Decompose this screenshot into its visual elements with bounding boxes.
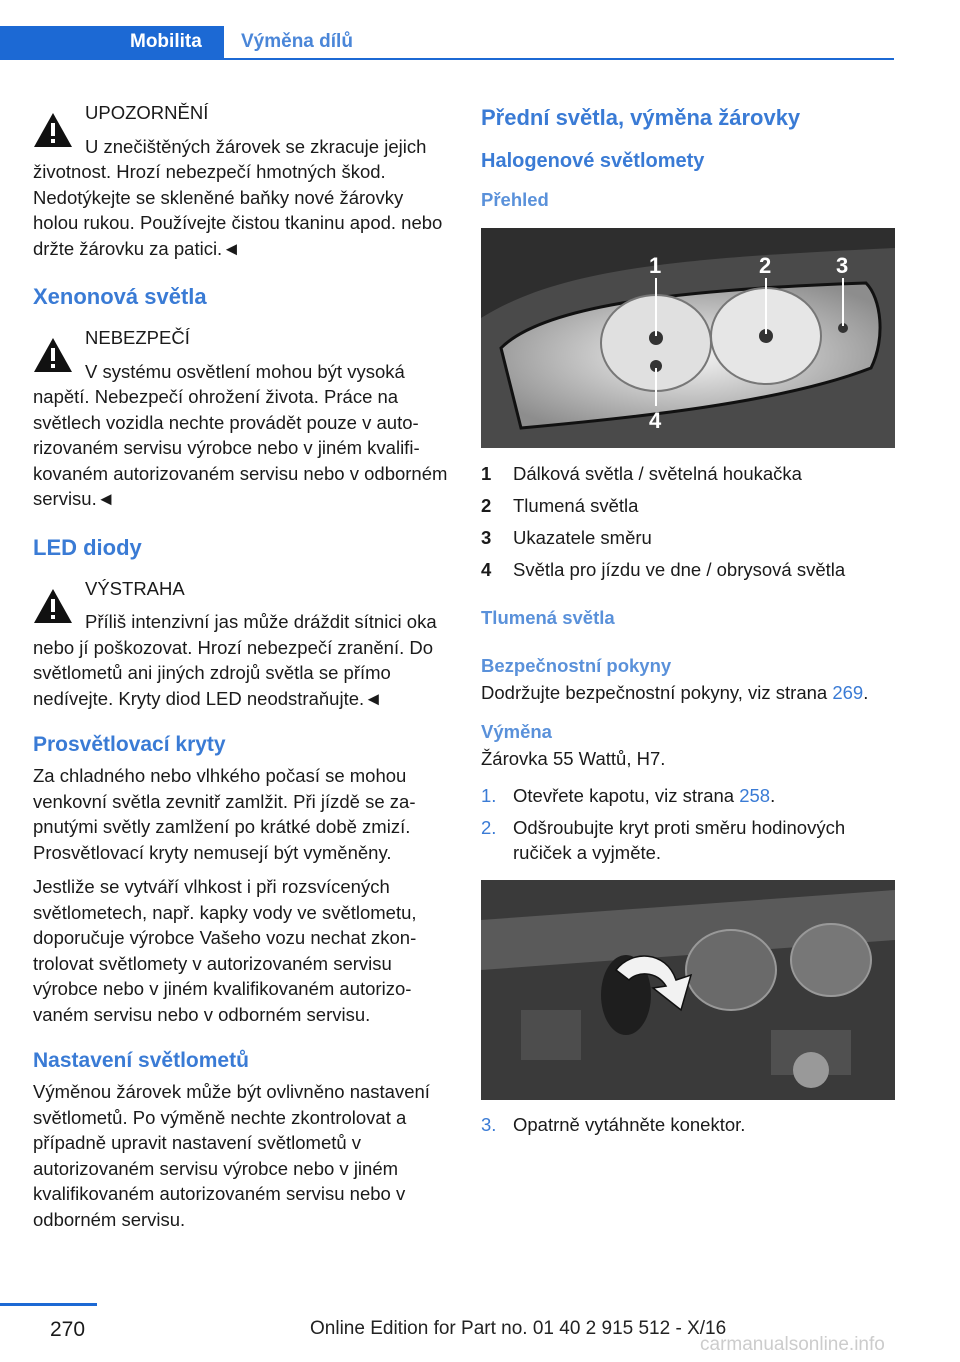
subheading-halogen: Halogenové světlomety (481, 150, 705, 172)
callout-label-4: 4 (649, 408, 662, 433)
danger-text: V systému osvětlení mohou být vysoká napětí. Nebezpečí ohrožení života. Práce na světlech vozidla nechte provádět pouze v autorizovaném servisu výrobce nebo v jiném kvalifikovaném autorizovaném servisu nebo v odborném servisu.◄ (33, 360, 448, 509)
legend-item: 2 Tlumená světla (481, 495, 639, 516)
section-heading-xenon: Xenonová světla (33, 284, 207, 309)
warning-text: U znečištěných žárovek se zkracuje jejich životnost. Hrozí nebezpečí hmotných škod. Nedotýkejte se skleněné baňky nové žárovky holou rukou. Používejte čistou tkaninu apod. nebo držte žárovku za patici.◄ (33, 135, 443, 259)
page-link-258[interactable]: 258 (739, 785, 771, 806)
watermark: carmanualsonline.info (700, 1334, 885, 1355)
subheading-overview: Přehled (481, 189, 549, 210)
caution-kind: VÝSTRAHA (85, 577, 185, 599)
right-column (481, 100, 896, 1143)
steps-list-continued (481, 1112, 896, 1138)
step-item: 1. Otevřete kapotu, viz strana 258. (481, 785, 776, 806)
headlight-figure (481, 228, 895, 448)
legend-item: 3 Ukazatele směru (481, 527, 652, 548)
warning-triangle-icon (33, 337, 73, 373)
warning-triangle-icon (33, 588, 73, 624)
edition-note: Online Edition for Part no. 01 40 2 915 512 - X/16 (310, 1318, 727, 1339)
headlight-illustration (481, 228, 895, 448)
section-heading-covers: Prosvětlovací kryty (33, 733, 226, 756)
danger-kind: NEBEZPEČÍ (85, 327, 190, 348)
page-header (0, 0, 894, 60)
engine-bay-illustration (481, 880, 895, 1100)
callout-label-1: 1 (649, 253, 662, 278)
footer-divider (0, 1303, 97, 1306)
warning-kind: UPOZORNĚNÍ (85, 102, 209, 123)
legend-item: 4 Světla pro jízdu ve dne / obrysová světla (481, 559, 846, 580)
warning-notice (33, 100, 448, 261)
legend-list (481, 458, 896, 586)
callout-label-3: 3 (836, 253, 849, 278)
safety-paragraph: Dodržujte bezpečnostní pokyny, viz strana 269. (481, 682, 869, 703)
left-column (33, 100, 448, 1241)
section-heading-adjust: Nastavení světlometů (33, 1049, 249, 1072)
section-heading-led: LED diody (33, 534, 142, 560)
caution-text: Příliš intenzivní jas může dráždit sítnici oka nebo jí poškozovat. Hrozí nebezpečí zranění. Do světlometů ani jiných zdrojů světla se přímo nedívejte. Kryty diod LED neodstraňujte.◄ (33, 611, 437, 709)
danger-notice (33, 325, 448, 512)
subheading-replace: Výměna (481, 720, 552, 742)
covers-paragraph-1: Za chladného nebo vlhkého počasí se mohou venkovní světla zevnitř zamlžit. Při jízdě se zapnutými světly zamlžení po krátké době zmizí. Prosvětlovací kryty nemusejí být vyměněny. (33, 765, 416, 863)
tab-vymena-dilu[interactable]: Výměna dílů (241, 31, 353, 52)
warning-triangle-icon (33, 112, 73, 148)
subheading-safety: Bezpečnostní pokyny (481, 655, 672, 676)
covers-paragraph-2: Jestliže se vytváří vlhkost i při rozsvícených světlometech, např. kapky vody ve světlometu, doporučuje výrobce Vašeho vozu nechat zkontrolovat světlomety v autorizovaném servisu výrobce nebo v jiném kvalifikovaném autorizovaném servisu nebo v odborném servisu. (33, 876, 417, 1025)
subheading-low-beam: Tlumená světla (481, 607, 615, 628)
step-item: 2. Odšroubujte kryt proti směru hodinových ručiček a vyjměte. (481, 816, 846, 863)
legend-item: 1 Dálková světla / světelná houkačka (481, 463, 802, 484)
caution-notice (33, 576, 448, 712)
bulb-spec: Žárovka 55 Wattů, H7. (481, 747, 666, 769)
page-link-269[interactable]: 269 (832, 682, 864, 703)
steps-list (481, 783, 896, 866)
step-item: 3. Opatrně vytáhněte konektor. (481, 1113, 746, 1135)
tab-mobilita-label: Mobilita (130, 31, 202, 52)
callout-label-2: 2 (759, 253, 772, 278)
page-number: 270 (50, 1318, 86, 1341)
engine-figure (481, 880, 895, 1100)
section-heading-main: Přední světla, výměna žárovky (481, 105, 801, 130)
adjust-paragraph: Výměnou žárovek může být ovlivněno nastavení světlometů. Po výměně nechte zkontrolovat a případně upravit nastavení světlometů v autorizovaném servisu výrobce nebo v jiném kvalifikovaném autorizovaném servisu nebo v odborném servisu. (33, 1081, 430, 1230)
header-divider (224, 58, 894, 60)
